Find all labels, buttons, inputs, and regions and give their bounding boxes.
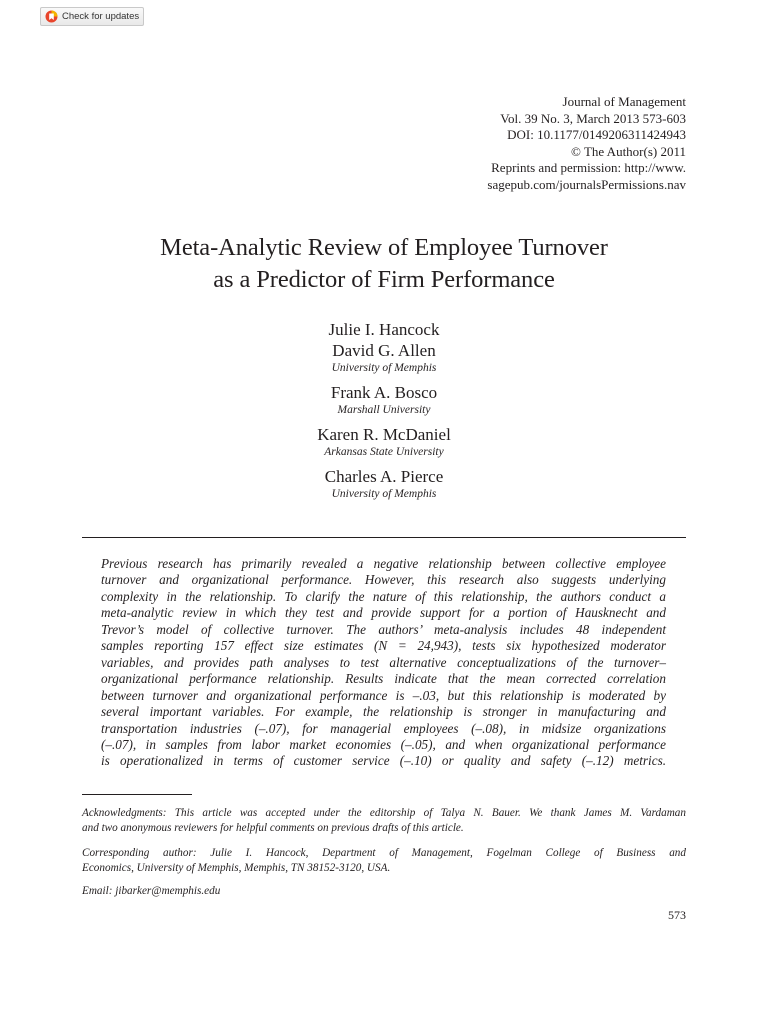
author-name: Charles A. Pierce: [324, 467, 444, 486]
author-name: Karen R. McDaniel: [317, 425, 451, 444]
author-affiliation: Arkansas State University: [324, 446, 444, 458]
abstract-line: is operationalized in terms of customer service (–.10) or quality and safety (–.12) metrics.: [101, 753, 666, 769]
title-line-1: Meta-Analytic Review of Employee Turnover: [160, 234, 608, 261]
abstract-line: between turnover and organizational performance is –.03, but this relationship is moderated by: [101, 687, 666, 703]
acknowledgments-line: Acknowledgments: This article was accepted under the editorship of Talya N. Bauer. We thank James M. Vardaman: [82, 807, 686, 819]
journal-name: Journal of Management: [562, 94, 686, 109]
abstract-line: complexity in the relationship. To clarify the nature of this relationship, the authors conduct a: [101, 588, 666, 604]
header-divider: [82, 537, 686, 538]
abstract-line: samples reporting 157 effect size estimates (N = 24,943), tests six hypothesized moderator: [101, 638, 666, 654]
acknowledgments-line: and two anonymous reviewers for helpful comments on previous drafts of this article.: [82, 822, 464, 834]
abstract-line: (–.07), in samples from labor market economies (–.05), and when organizational performance: [101, 736, 666, 752]
journal-doi: DOI: 10.1177/0149206311424943: [507, 127, 686, 143]
abstract-line: turnover and organizational performance. However, this research also suggests underlying: [101, 572, 666, 588]
author-affiliation: University of Memphis: [331, 362, 437, 374]
article-title: [0, 232, 768, 296]
author-affiliation: University of Memphis: [331, 488, 437, 500]
abstract: [101, 556, 666, 770]
check-for-updates-label: Check for updates: [62, 11, 140, 22]
journal-info: [487, 94, 686, 194]
author-name: David G. Allen: [332, 341, 436, 360]
abstract-line: organizational performance relationship. Results indicate that the mean corrected correlation: [101, 671, 666, 687]
abstract-line: variables, and provides path analyses to test alternative conceptualizations of the turnover–: [101, 654, 666, 670]
footnote-divider: [82, 794, 192, 795]
corresponding-author-note: [82, 846, 686, 876]
journal-reprints[interactable]: Reprints and permission: http://www.: [491, 160, 686, 176]
journal-reprints-url[interactable]: sagepub.com/journalsPermissions.nav: [487, 176, 686, 192]
author-affiliation: Marshall University: [337, 404, 431, 416]
title-line-2: as a Predictor of Firm Performance: [213, 266, 555, 293]
abstract-line: meta-analytic review in which they test and provide support for a portion of Hausknecht and: [101, 605, 666, 621]
page-number: 573: [668, 908, 686, 922]
email-note: [82, 884, 686, 899]
corresponding-author-line: Corresponding author: Julie I. Hancock, Department of Management, Fogelman College of Business and: [82, 847, 686, 859]
abstract-line: several important variables. For example, the relationship is stronger in manufacturing and: [101, 704, 666, 720]
abstract-line: Trevor’s model of collective turnover. The authors’ meta-analysis includes 48 independent: [101, 621, 666, 637]
author-name: Julie I. Hancock: [328, 320, 440, 339]
author-name: Frank A. Bosco: [330, 383, 438, 402]
acknowledgments-note: [82, 806, 686, 836]
author-email[interactable]: Email: jibarker@memphis.edu: [82, 885, 221, 897]
journal-copyright: © The Author(s) 2011: [571, 143, 686, 159]
check-for-updates-button[interactable]: [40, 7, 144, 26]
journal-volume: Vol. 39 No. 3, March 2013 573-603: [500, 110, 686, 126]
author-list: [0, 319, 768, 508]
abstract-line: Previous research has primarily revealed a negative relationship between collective employee: [101, 556, 666, 571]
abstract-line: transportation industries (–.07), for managerial employees (–.08), in midsize organizations: [101, 720, 666, 736]
corresponding-author-line: Economics, University of Memphis, Memphis, TN 38152-3120, USA.: [82, 862, 391, 874]
crossmark-icon: [45, 10, 58, 23]
